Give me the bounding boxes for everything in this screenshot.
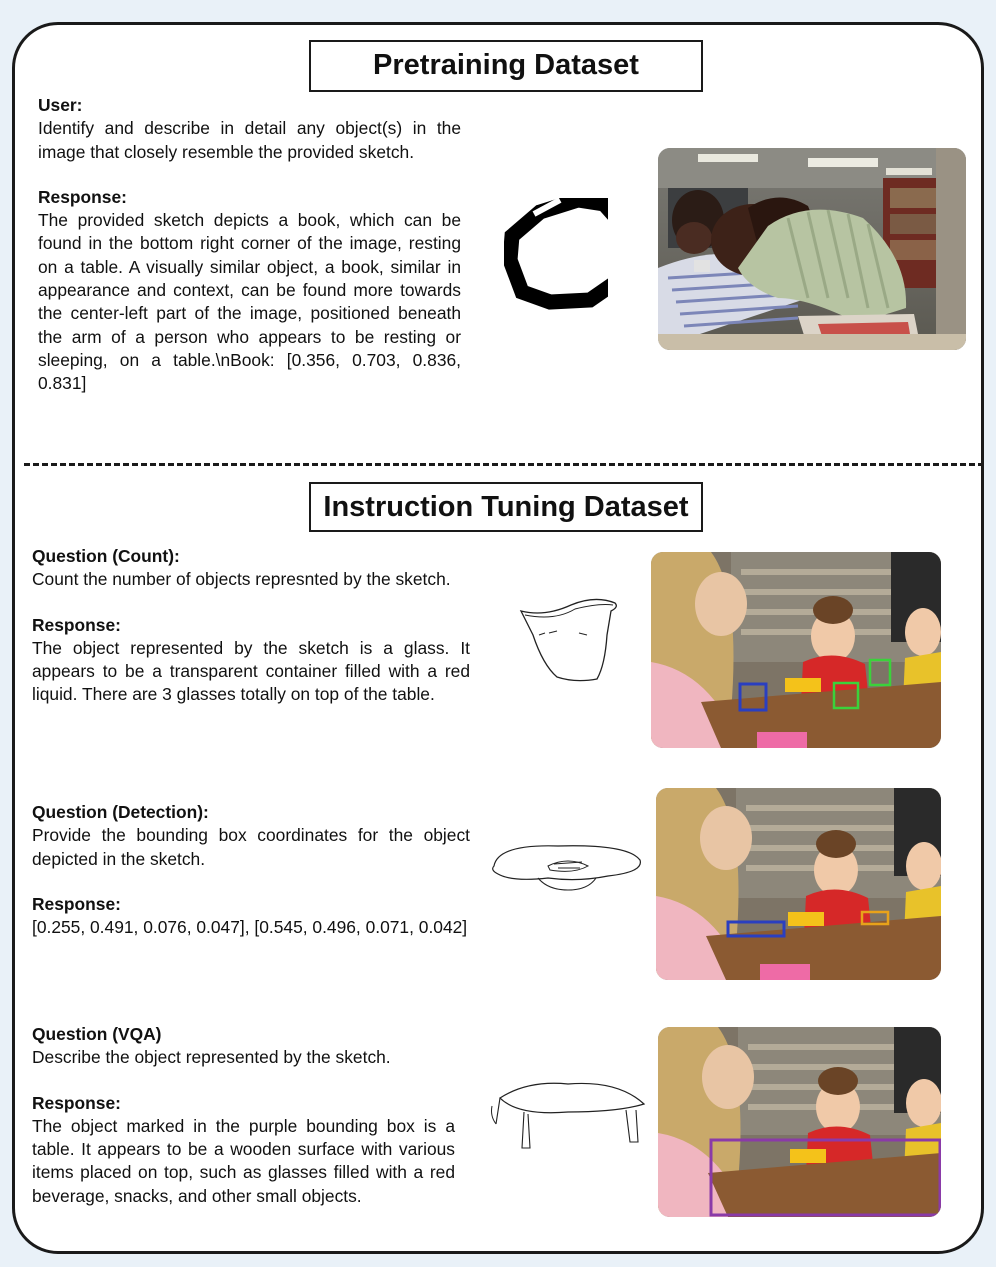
count-photo bbox=[651, 552, 941, 748]
detection-photo bbox=[656, 788, 941, 980]
count-response-text: The object represented by the sketch is a glass. It appears to be a transparent container filled with a red liquid. There are 3 glasses totally on top of the table. bbox=[32, 637, 470, 705]
vqa-response-text: The object marked in the purple bounding box is a table. It appears to be a wooden surface with various items placed on top, such as glasses filled with a red beverage, snacks, and other small objects. bbox=[32, 1115, 455, 1206]
section-divider bbox=[24, 463, 984, 466]
count-question-text: Count the number of objects represnted by the sketch. bbox=[32, 569, 451, 590]
response-label: Response: bbox=[38, 186, 127, 207]
user-label: User: bbox=[38, 95, 83, 115]
detection-question-text: Provide the bounding box coordinates for the object depicted in the sketch. bbox=[32, 825, 470, 869]
detection-response-text: [0.255, 0.491, 0.076, 0.047], [0.545, 0.496, 0.071, 0.042] bbox=[32, 917, 468, 938]
detection-response-label: Response: bbox=[32, 893, 121, 914]
count-text-block bbox=[32, 545, 470, 707]
vqa-text-block bbox=[32, 1023, 455, 1208]
plate-sketch-icon bbox=[488, 838, 646, 896]
table-sketch-icon bbox=[488, 1076, 650, 1152]
count-response-label: Response: bbox=[32, 614, 121, 635]
detection-text-block bbox=[32, 801, 470, 939]
user-text: Identify and describe in detail any object(s) in the image that closely resemble the provided sketch. bbox=[38, 118, 461, 162]
count-question-label: Question (Count): bbox=[32, 546, 180, 566]
sleeping-man-photo bbox=[658, 148, 966, 350]
vqa-question-label: Question (VQA) bbox=[32, 1024, 162, 1044]
instruction-title: Instruction Tuning Dataset bbox=[309, 482, 703, 532]
response-text: The provided sketch depicts a book, which can be found in the bottom right corner of the image, resting on a table. A visually similar object, a book, similar in appearance and context, can be found more towards the center-left part of the image, positioned beneath the arm of a person who appears to be resting or sleeping, on a table.\nBook: [0.356, 0.703, 0.836, 0.831] bbox=[38, 210, 461, 394]
detection-question-label: Question (Detection): bbox=[32, 802, 209, 822]
pretraining-title: Pretraining Dataset bbox=[309, 40, 703, 92]
glass-sketch-icon bbox=[515, 595, 625, 685]
pretraining-text-block bbox=[38, 94, 461, 396]
book-sketch-icon bbox=[504, 192, 626, 314]
vqa-response-label: Response: bbox=[32, 1092, 121, 1113]
vqa-question-text: Describe the object represented by the sketch. bbox=[32, 1047, 391, 1068]
vqa-photo bbox=[658, 1027, 941, 1217]
